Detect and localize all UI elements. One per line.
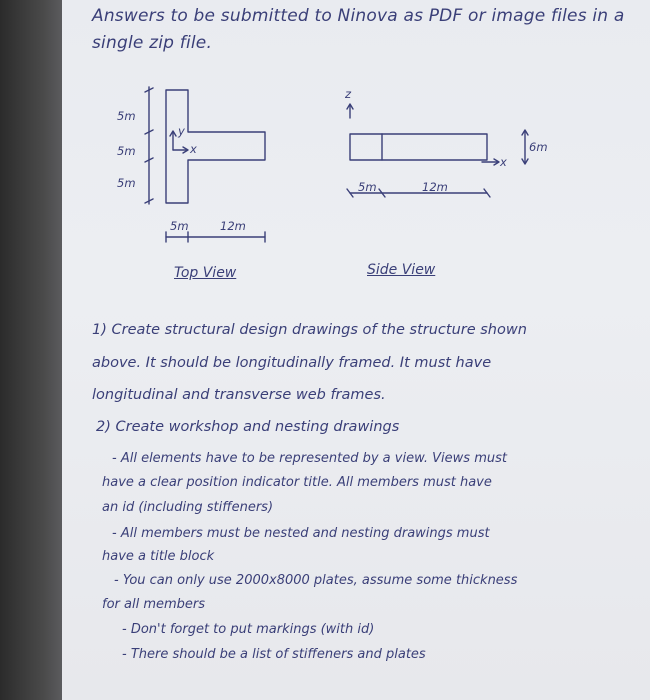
side-view-dim-height: 6m: [529, 140, 548, 154]
top-view-dim-left-1: 5m: [117, 109, 136, 123]
bullet2-line-1: - All members must be nested and nesting drawings must: [112, 526, 490, 541]
item1-line-3: longitudinal and transverse web frames.: [92, 387, 386, 403]
top-view-dim-bottom-2: 12m: [220, 219, 246, 233]
side-view-axis-z: z: [345, 87, 352, 101]
top-view-title: Top View: [174, 265, 237, 281]
top-view-axis-y: y: [178, 124, 185, 138]
top-view-left-dimension: [145, 87, 153, 204]
header-line-1: Answers to be submitted to Ninova as PDF or image files in a: [92, 6, 625, 26]
side-view-dim-bottom-1: 5m: [358, 180, 377, 194]
bullet1-line-1: - All elements have to be represented by a view. Views must: [112, 451, 507, 466]
item2-line-1: 2) Create workshop and nesting drawings: [96, 419, 400, 435]
top-view-outline: [166, 90, 265, 203]
header-line-2: single zip file.: [92, 33, 213, 53]
side-view-axis-x: x: [500, 155, 507, 169]
bullet1-line-2: have a clear position indicator title. All members must have: [102, 475, 492, 490]
side-view-title: Side View: [367, 262, 436, 278]
bullet1-line-3: an id (including stiffeners): [102, 500, 274, 515]
top-view-dim-left-3: 5m: [117, 176, 136, 190]
bullet5-line-1: - There should be a list of stiffeners and plates: [122, 647, 426, 662]
bullet4-line-1: - Don't forget to put markings (with id): [122, 622, 375, 637]
paper-sheet: [62, 0, 650, 700]
top-view-axis-x: x: [190, 142, 197, 156]
item1-line-2: above. It should be longitudinally framed. It must have: [92, 355, 492, 371]
side-view-z-arrow: [347, 104, 353, 118]
bullet3-line-2: for all members: [102, 597, 206, 612]
side-view-height-dimension: [522, 130, 528, 164]
bullet3-line-1: - You can only use 2000x8000 plates, assume some thickness: [114, 573, 518, 588]
structure-sketch: [62, 0, 650, 300]
item1-line-1: 1) Create structural design drawings of the structure shown: [92, 322, 527, 338]
top-view-bottom-dimension: [166, 232, 265, 242]
top-view-dim-bottom-1: 5m: [170, 219, 189, 233]
side-view-outline: [350, 134, 487, 160]
photo-edge-shadow: [0, 0, 62, 700]
top-view-dim-left-2: 5m: [117, 144, 136, 158]
bullet2-line-2: have a title block: [102, 549, 215, 564]
side-view-dim-bottom-2: 12m: [422, 180, 448, 194]
